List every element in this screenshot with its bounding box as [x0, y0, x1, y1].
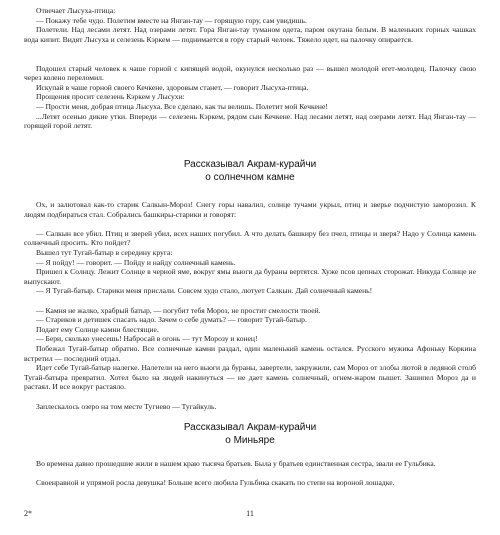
story2-paragraph-6: — Я Тугай-батыр. Старики меня прислали. Совсем худо стало, лютует Салкын. Дай солнечный камень!: [36, 286, 373, 296]
story1-paragraph-3: Полетели. Над лесами летят. Над озерами летят. Гора Янган-тау туманом одета, паром окутана белым. В маленьких горных чашках вода кипит. Видят Лысуха и селезень Кэркем — поднимается в гору старый челоек. Тяжело идет, на палочку опирается.: [24, 25, 476, 44]
story2-paragraph-12: Идет себе Тугай-батыр налегке. Налетели на него вьюги да бураны, завертели, закружили, сам Мороз от злобы лютой в ледяной столб Тугай-батыра превратил. Хотел было на людей накинуться — не дает камень солнечный, огнем-жаром пышет. Зашипел Мороз да и растаял. И все вокруг растаяло.: [24, 363, 476, 392]
story2-paragraph-7: — Камня не жалко, храбрый батыр, — погубит тебя Мороз, не простит смелости твоей.: [36, 305, 321, 315]
story2-paragraph-9: Подает ему Солнце камни блестящие.: [36, 324, 159, 334]
story2-paragraph-11: Побежал Тугай-батыр обратно. Все солнечные камни раздал, один маленький камень остался. Русского мужика Афоньку Коркина встретил — последний отдал.: [24, 344, 476, 363]
story2-paragraph-1: Ох, и залютовал как-то старик Салкын-Мороз! Снегу горы навалил, солнце тучами укрыл, птиц и зверье подчистую заморозил. К людям подбираться стал. Собрались башкиры-старики и говорят:: [24, 200, 476, 219]
story1-paragraph-7: — Прости меня, добрая птица Лысуха. Все сделаю, как ты велишь. Полетит мой Кечкене!: [36, 102, 328, 111]
story2-paragraph-3: Вышел тут Тугай-батыр в середину круга:: [36, 248, 173, 257]
story2-paragraph-2: — Салкын все убил. Птиц и зверей убил, всех наших погубил. А что делать башкиру без пчел, птицы и зверя? Надо у Солнца камень солнечный просить. Кто пойдет?: [24, 228, 476, 248]
story1-paragraph-6: Прощения просит селезень Кэркем у Лысухи:: [36, 92, 185, 102]
story2-paragraph-8: — Стариков и детишек спасать надо. Зачем о себе думать? — говорит Тугай-батыр.: [36, 315, 307, 325]
story3-heading-line1: Рассказывал Акрам-курайчи: [183, 422, 317, 433]
story2-paragraph-13: Заплескалось озеро на том месте Тугнево — Тугайкуль.: [36, 401, 217, 411]
story1-paragraph-4: Подошел старый человек к чаше горной с кипящей водой, окунулся несколько раз — вышел молодой егет-молодец. Палочку свою через колено переломил.: [24, 63, 476, 83]
story2-heading-line1: Рассказывал Акрам-курайчи: [183, 159, 317, 170]
story3-heading-line2: о Миньяре: [225, 435, 275, 446]
signature-mark: 2*: [24, 509, 32, 518]
story1-paragraph-8: ...Летят осенью дикие утки. Впереди — селезень Кэркем, рядом сын Кечкене. Над лесами летят, над озерами летят. Над Янган-тау — горящей горой летят.: [24, 111, 476, 131]
story2-paragraph-10: — Бери, сколько унесешь! Набросай в огонь — тут Морозу и конец!: [36, 334, 258, 344]
story1-paragraph-2: — Покажу тебе чудо. Полетим вместе на Янган-тау — горящую гору, сам увидишь.: [36, 15, 307, 25]
story3-paragraph-2: Своенравной и упрямой росла девушка! Больше всего любила Гульбика скакать по степи на вороной лошадке.: [36, 478, 395, 488]
story2-paragraph-5: Пришел к Солнцу. Лежит Солнце в черной яме, вокруг ямы вьюги да бураны вертятся. Хуже псов цепных сторожат. Никуда Солнце не выпускают.: [24, 267, 476, 286]
story1-paragraph-1: Отвечает Лысуха-птица:: [36, 6, 116, 15]
story3-paragraph-1: Во времена давно прошедшие жили в нашем краю тысяча братьев. Была у братьев единственная сестра, звали ее Гульбика.: [36, 459, 436, 468]
story1-paragraph-5: Искупай в чаше горной своего Кечкене, здоровым станет, — говорит Лысуха-птица.: [36, 82, 309, 92]
story2-paragraph-4: — Я пойду! — говорит. — Пойду и найду солнечный камень.: [36, 257, 236, 267]
story2-heading-line2: о солнечном камне: [205, 172, 295, 183]
page-number: 11: [246, 509, 254, 518]
